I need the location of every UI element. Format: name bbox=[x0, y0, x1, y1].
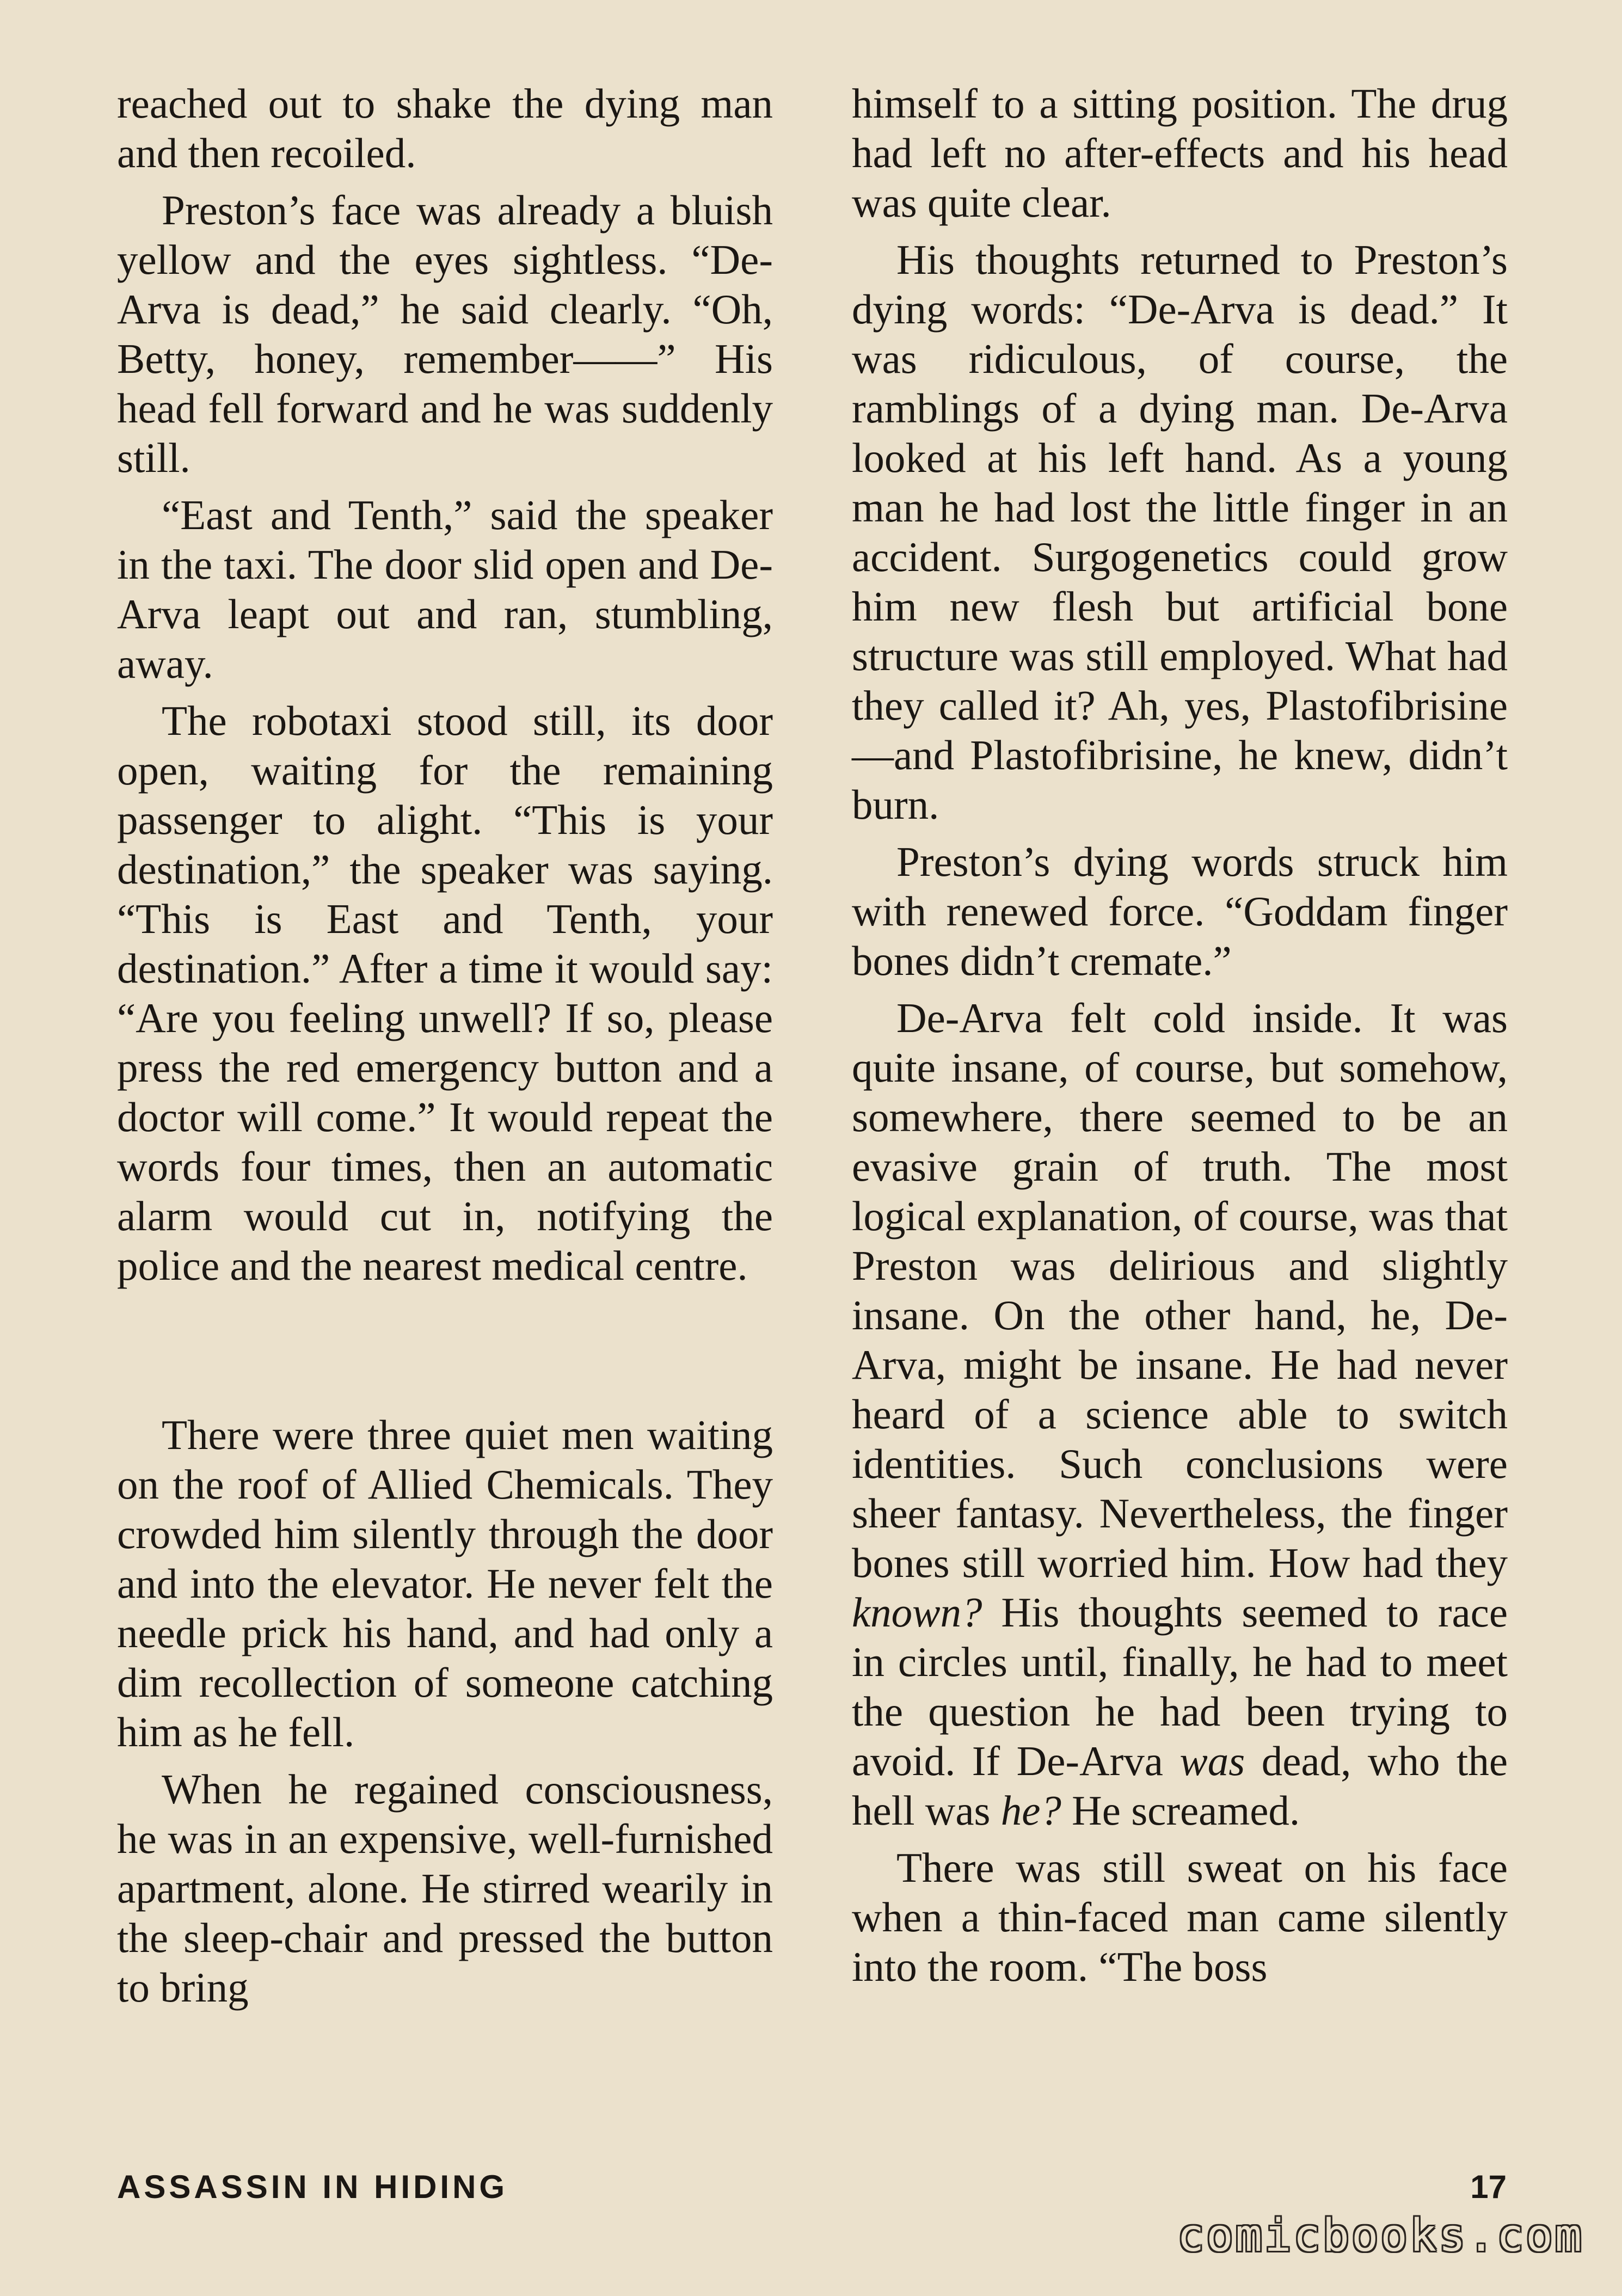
paragraph bbox=[852, 993, 1508, 1835]
paragraph-text: How had they bbox=[1256, 1539, 1508, 1586]
page-number: 17 bbox=[1470, 2169, 1507, 2205]
paragraph: When he regained consciousness, he was in an expensive, well-furnished apartment, alone. He stirred wearily in the sleep-chair and pressed the button to bring bbox=[117, 1766, 773, 2011]
running-footer-title: ASSASSIN IN HIDING bbox=[117, 2169, 508, 2205]
paragraph: There was still sweat on his face when a thin-faced man came silently into the room. “The boss bbox=[852, 1844, 1508, 1990]
paragraph: Preston’s dying words struck him with renewed force. “Goddam finger bones didn’t cremate.” bbox=[852, 838, 1508, 984]
paragraph-text: dead, who the hell was bbox=[852, 1738, 1508, 1834]
paragraph-text: De-Arva felt cold inside. It was quite insane, of course, but somehow, somewhere, there seemed to be an evasive grain of truth. The most logical explanation, of course, was that Preston was delirious and slightly insane. On the other hand, he, De-Arva, might be insane. He had never heard of a science able to switch identities. Such conclusions were sheer fantasy. Nevertheless, the finger bones still worried him. bbox=[852, 994, 1508, 1586]
paragraph: There were three quiet men waiting on the roof of Allied Chemicals. They crowded him silently through the door and into the elevator. He never felt the needle prick his hand, and had only a dim recollection of someone catching him as he fell. bbox=[117, 1411, 773, 1755]
paragraph: “East and Tenth,” said the speaker in the taxi. The door slid open and De-Arva leapt out and ran, stumbling, away. bbox=[117, 492, 773, 687]
right-text-column bbox=[852, 79, 1508, 1999]
paragraph: His thoughts returned to Preston’s dying words: “De-Arva is dead.” It was ridiculous, of course, the ramblings of a dying man. De-Arva looked at his left hand. As a young man he had lost the little finger in an accident. Surgogenetics could grow him new flesh but artificial bone structure was still employed. What had they called it? Ah, yes, Plastofibrisine—and Plastofibrisine, he knew, didn’t burn. bbox=[852, 236, 1508, 828]
left-text-column bbox=[117, 79, 773, 2020]
italic-text: was bbox=[1179, 1738, 1245, 1784]
paragraph-text: His thoughts seemed to race in circles until, finally, he had to meet the question he had been trying to avoid. If De-Arva bbox=[852, 1589, 1508, 1784]
paragraph: The robotaxi stood still, its door open, waiting for the remaining passenger to alight. “This is your destination,” the speaker was saying. “This is East and Tenth, your destination.” After a time it would say: “Are you feeling unwell? If so, please press the red emergency button and a doctor will come.” It would repeat the words four times, then an automatic alarm would cut in, notifying the police and the nearest medical centre. bbox=[117, 697, 773, 1289]
paragraph: Preston’s face was already a bluish yellow and the eyes sightless. “De-Arva is dead,” he said clearly. “Oh, Betty, honey, remember——” His head fell forward and he was suddenly still. bbox=[117, 187, 773, 481]
italic-text: known? bbox=[852, 1589, 982, 1636]
paragraph: reached out to shake the dying man and then recoiled. bbox=[117, 80, 773, 176]
italic-text: he? bbox=[1000, 1787, 1061, 1834]
paragraph: himself to a sitting position. The drug had left no after-effects and his head was quite clear. bbox=[852, 80, 1508, 226]
watermark: comicbooks.com bbox=[1177, 2210, 1584, 2262]
paragraph-text: He screamed. bbox=[1061, 1787, 1300, 1834]
